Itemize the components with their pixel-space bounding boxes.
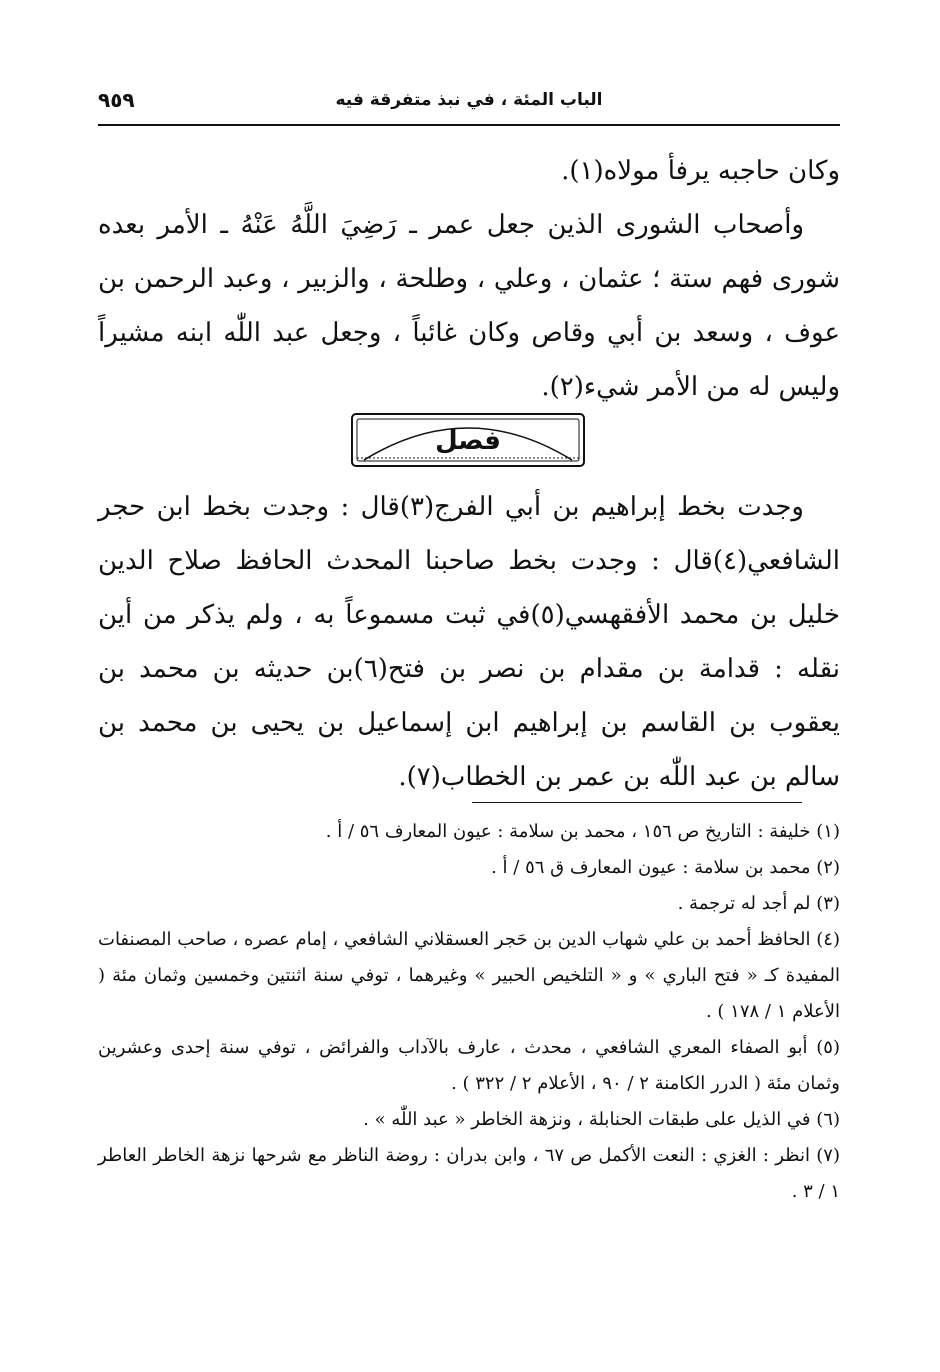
footnote-item [98,1102,840,1138]
footnote-number: (٤) [816,929,840,950]
footnotes [98,814,840,1210]
body-paragraph-1 [98,144,840,198]
body-paragraph-2 [98,198,840,414]
footnote-item [98,814,840,850]
body-paragraph-3 [98,480,840,804]
footnote-text: في الذيل على طبقات الحنابلة ، ونزهة الخاطر « عبد اللّٰه » . [363,1109,811,1130]
footnote-number: (٧) [816,1145,840,1166]
footnote-text: انظر : الغزي : النعت الأكمل ص ٦٧ ، وابن بدران : روضة الناظر مع شرحها نزهة الخاطر العاطر ١ / ٣ . [98,1145,840,1202]
footnote-text: لم أجد له ترجمة . [677,893,811,914]
section-title: فصل [435,426,501,456]
footnote-text: الحافظ أحمد بن علي شهاب الدين بن حَجر العسقلاني الشافعي ، إمام عصره ، صاحب المصنفات المفيدة كـ « فتح الباري » و « التلخيص الحبير » وغيرهما ، توفي سنة اثنتين وخمسين وثمان مئة ( الأعلام ١ / ١٧٨ ) . [98,929,840,1022]
paragraph-text: وجدت بخط إبراهيم بن أبي الفرج(٣)قال : وجدت بخط ابن حجر الشافعي(٤)قال : وجدت بخط صاحبنا المحدث الحافظ صلاح الدين خليل بن محمد الأفقهسي(٥)في ثبت مسموعاً به ، ولم يذكر من أين نقله : قدامة بن مقدام بن نصر بن فتح(٦)بن حديثه بن محمد بن يعقوب بن القاسم بن إبراهيم ابن إسماعيل بن يحيى بن محمد بن سالم بن عبد اللّٰه بن عمر بن الخطاب(٧). [98,492,840,792]
footnote-text: خليفة : التاريخ ص ١٥٦ ، محمد بن سلامة : عيون المعارف ٥٦ / أ . [325,821,811,842]
page-header [98,88,840,122]
header-rule [98,124,840,126]
footnote-number: (٢) [816,857,840,878]
footnote-text: أبو الصفاء المعري الشافعي ، محدث ، عارف بالآداب والفرائض ، توفي سنة إحدى وعشرين وثمان مئة ( الدرر الكامنة ٢ / ٩٠ ، الأعلام ٢ / ٣٢٢ ) . [98,1037,840,1094]
paragraph-text: وأصحاب الشورى الذين جعل عمر ـ رَضِيَ اللَّهُ عَنْهُ ـ الأمر بعده شورى فهم ستة ؛ عثمان ، وعلي ، وطلحة ، والزبير ، وعبد الرحمن بن عوف ، وسعد بن أبي وقاص وكان غائباً ، وجعل عبد اللّٰه ابنه مشيراً وليس له من الأمر شيء(٢). [98,210,840,402]
footnote-item [98,922,840,1030]
section-banner [350,410,586,470]
footnote-separator [472,802,802,803]
paragraph-text: وكان حاجبه يرفأ مولاه(١). [561,156,840,186]
footnote-number: (٦) [816,1109,840,1130]
footnote-text: محمد بن سلامة : عيون المعارف ق ٥٦ / أ . [491,857,811,878]
footnote-item [98,886,840,922]
footnote-item [98,1030,840,1102]
footnote-number: (١) [816,821,840,842]
footnote-item [98,1138,840,1210]
footnote-number: (٥) [816,1037,840,1058]
footnote-item [98,850,840,886]
footnote-number: (٣) [816,893,840,914]
running-title: الباب المئة ، في نبذ متفرقة فيه [335,90,603,110]
page-number: ٩٥٩ [98,88,135,112]
